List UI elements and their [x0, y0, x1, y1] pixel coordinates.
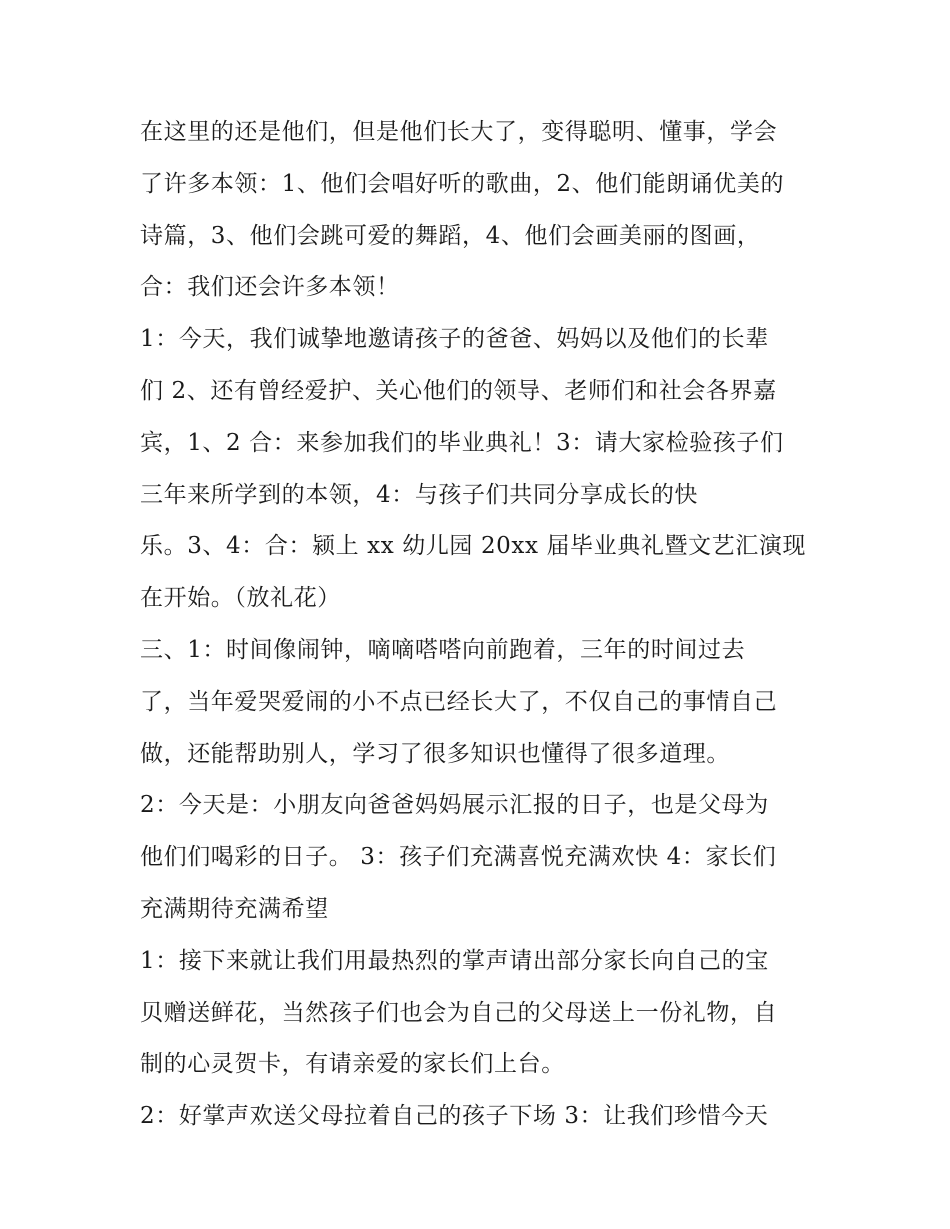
text-line: 在开始。（放礼花） — [140, 585, 341, 612]
document-body — [140, 107, 830, 1143]
text-line: 们 2、还有曾经爱护、关心他们的领导、老师们和社会各界嘉 — [140, 377, 777, 404]
text-line: 2：今天是：小朋友向爸爸妈妈展示汇报的日子，也是父母为 — [140, 792, 769, 819]
text-line: 了，当年爱哭爱闹的小不点已经长大了，不仅自己的事情自己 — [140, 688, 778, 715]
text-line: 贝赠送鲜花，当然孩子们也会为自己的父母送上一份礼物，自 — [140, 999, 778, 1026]
text-line: 做，还能帮助别人，学习了很多知识也懂得了很多道理。 — [140, 740, 730, 767]
text-line: 制的心灵贺卡，有请亲爱的家长们上台。 — [140, 1051, 565, 1078]
text-line: 充满期待充满希望 — [140, 895, 329, 922]
text-line: 了许多本领：1、他们会唱好听的歌曲，2、他们能朗诵优美的 — [140, 170, 785, 197]
text-line: 在这里的还是他们，但是他们长大了，变得聪明、懂事，学会 — [140, 119, 778, 145]
text-line: 1：接下来就让我们用最热烈的掌声请出部分家长向自己的宝 — [140, 947, 769, 974]
text-line: 宾，1、2 合：来参加我们的毕业典礼！3：请大家检验孩子们 — [140, 429, 784, 456]
text-line: 乐。3、4：合：颍上 xx 幼儿园 20xx 届毕业典礼暨文艺汇演现 — [140, 533, 807, 560]
text-line: 1：今天，我们诚挚地邀请孩子的爸爸、妈妈以及他们的长辈 — [140, 326, 769, 353]
text-line: 三年来所学到的本领，4：与孩子们共同分享成长的快 — [140, 481, 699, 508]
text-line: 三、1：时间像闹钟，嘀嘀嗒嗒向前跑着，三年的时间过去 — [140, 636, 746, 663]
text-line: 诗篇，3、他们会跳可爱的舞蹈，4、他们会画美丽的图画， — [140, 222, 761, 249]
text-line: 合：我们还会许多本领！ — [140, 274, 400, 301]
text-line: 他们们喝彩的日子。 3：孩子们充满喜悦充满欢快 4：家长们 — [140, 844, 777, 871]
text-line: 2：好掌声欢送父母拉着自己的孩子下场 3：让我们珍惜今天 — [140, 1103, 769, 1130]
